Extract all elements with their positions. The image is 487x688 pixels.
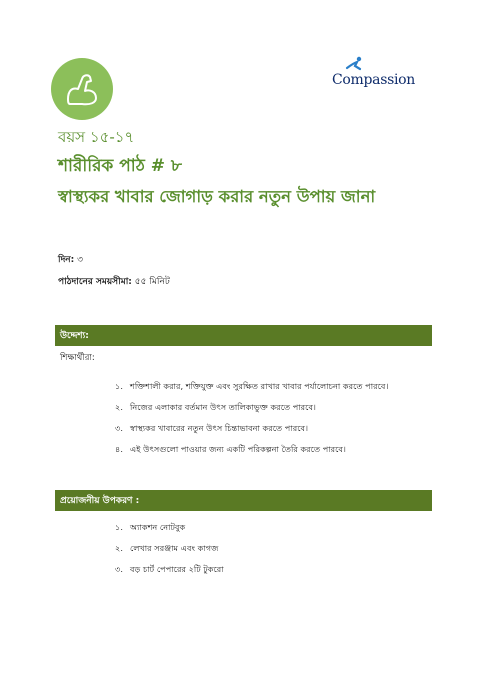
item-number: ৩. [115, 423, 123, 433]
lesson-number: শারীরিক পাঠ # ৮ [58, 156, 182, 176]
duration-line [58, 274, 170, 289]
flexed-arm-icon [51, 58, 113, 120]
item-number: ১. [115, 381, 123, 391]
item-text: নিজের এলাকার বর্তমান উৎস তালিকাভুক্ত করতে পারবে। [130, 402, 316, 412]
age-range: বয়স ১৫-১৭ [58, 128, 135, 146]
duration-label: পাঠদানের সময়সীমা: [58, 277, 132, 287]
page-title: স্বাস্থ্যকর খাবার জোগাড় করার নতুন উপায় জানা [58, 187, 376, 206]
item-text: স্বাস্থ্যকর খাবারের নতুন উৎস চিন্তাভাবনা করতে পারবে। [130, 423, 309, 433]
item-number: ৩. [115, 564, 123, 574]
materials-heading: প্রয়োজনীয় উপকরণ : [55, 490, 432, 511]
item-text: অ্যাকশন নোটবুক [130, 522, 186, 532]
objectives-intro: শিক্ষার্থীরা: [60, 353, 95, 363]
running-figure-icon [344, 56, 366, 72]
day-line [58, 252, 83, 267]
item-number: ২. [115, 543, 123, 553]
compassion-logo [332, 62, 432, 94]
item-text: শক্তিশালী করার, শক্তিযুক্ত এবং সুরক্ষিত রাখার খাবার পর্যালোচনা করতে পারবে। [130, 381, 389, 391]
logo-text: Compassion [332, 72, 416, 88]
item-text: লেখার সরঞ্জাম এবং কাগজ [130, 543, 219, 553]
day-label: দিন: [58, 255, 75, 265]
objectives-heading: উদ্দেশ্য: [55, 325, 432, 346]
item-number: ১. [115, 522, 123, 532]
item-text: বড় চার্ট পেপারের ২টি টুকরো [130, 564, 224, 574]
item-text: এই উৎসগুলো পাওয়ার জন্য একটি পরিকল্পনা তৈরি করতে পারবে। [130, 444, 346, 454]
duration-value: ৫৫ মিনিট [131, 277, 170, 287]
item-number: ৪. [115, 444, 123, 454]
day-value: ৩ [74, 255, 83, 265]
item-number: ২. [115, 402, 123, 412]
